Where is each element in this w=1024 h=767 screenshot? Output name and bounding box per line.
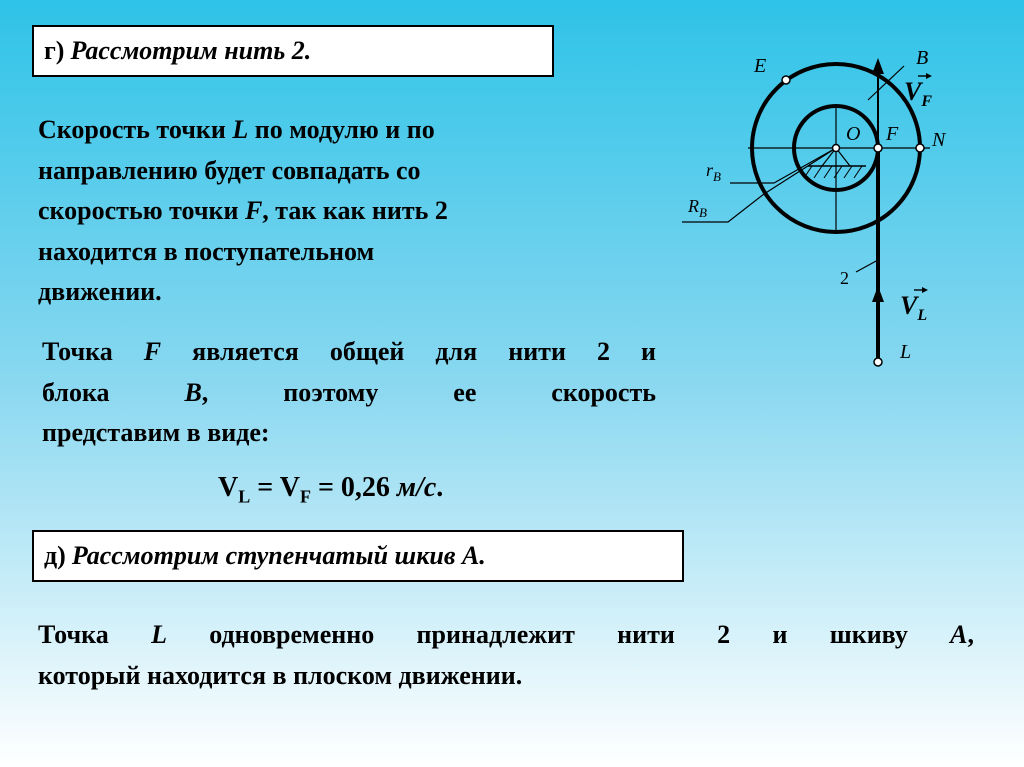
velocity-vl-arrowhead — [872, 286, 884, 302]
para3-line1: Точка L одновременно принадлежит нити 2 и шкиву А, — [38, 620, 974, 649]
section-g-label: г) — [44, 36, 65, 65]
point-f-symbol: F — [244, 196, 263, 225]
pulley-diagram — [670, 40, 970, 380]
para1-line3: скоростью точки F, так как нить 2 — [38, 196, 448, 225]
label-RB: $R_B$ — [688, 196, 707, 220]
section-d-title: Рассмотрим ступенчатый шкив А. — [71, 541, 486, 570]
para2-line3: представим в виде: — [42, 418, 270, 447]
label-vl: $V_L$ — [900, 291, 928, 324]
label-o: O — [846, 123, 861, 145]
para1-line2: направлению будет совпадать со — [38, 155, 421, 185]
para1-line4: находится в поступательном — [38, 236, 375, 266]
vf-vector-mark-head — [926, 73, 932, 79]
section-d-label: д) — [44, 541, 66, 570]
label-thread-2: 2 — [840, 268, 849, 288]
label-vf: $V_F$ — [904, 77, 933, 110]
point-n — [916, 144, 924, 152]
section-g-title: Рассмотрим нить 2. — [70, 36, 312, 65]
label-b: B — [916, 47, 929, 69]
section-g-heading — [32, 25, 554, 77]
vl-vector-mark-head — [922, 287, 928, 293]
velocity-vf-arrowhead — [872, 58, 884, 74]
paragraph-point-f — [42, 332, 656, 454]
point-l-symbol: L — [232, 115, 249, 144]
label-f: F — [886, 123, 899, 145]
point-l — [874, 358, 882, 366]
point-f — [874, 144, 882, 152]
para2-line1: Точка F является общей для нити 2 и — [42, 337, 656, 366]
label-e: E — [754, 55, 767, 77]
para3-line2: который находится в плоском движении. — [38, 660, 523, 690]
section-d-heading — [32, 530, 684, 582]
label-rb: $r_B$ — [706, 160, 721, 184]
para1-line1: Скорость точки L по модулю и по — [38, 115, 435, 144]
support-hatching — [804, 166, 862, 178]
paragraph-velocity-l — [38, 110, 598, 313]
para1-line5: движении. — [38, 277, 162, 306]
label-n: N — [932, 129, 946, 151]
label-l: L — [900, 341, 912, 363]
thread-2-leader — [856, 260, 878, 272]
point-e — [782, 76, 790, 84]
point-o — [833, 145, 840, 152]
paragraph-point-l-pulley — [38, 615, 974, 696]
formula-unit: м/с — [396, 472, 437, 503]
para2-line2: блока B, поэтому ее скорость — [42, 377, 656, 407]
velocity-formula: $V_L = V_F = 0,26$ м/с. — [218, 472, 444, 507]
